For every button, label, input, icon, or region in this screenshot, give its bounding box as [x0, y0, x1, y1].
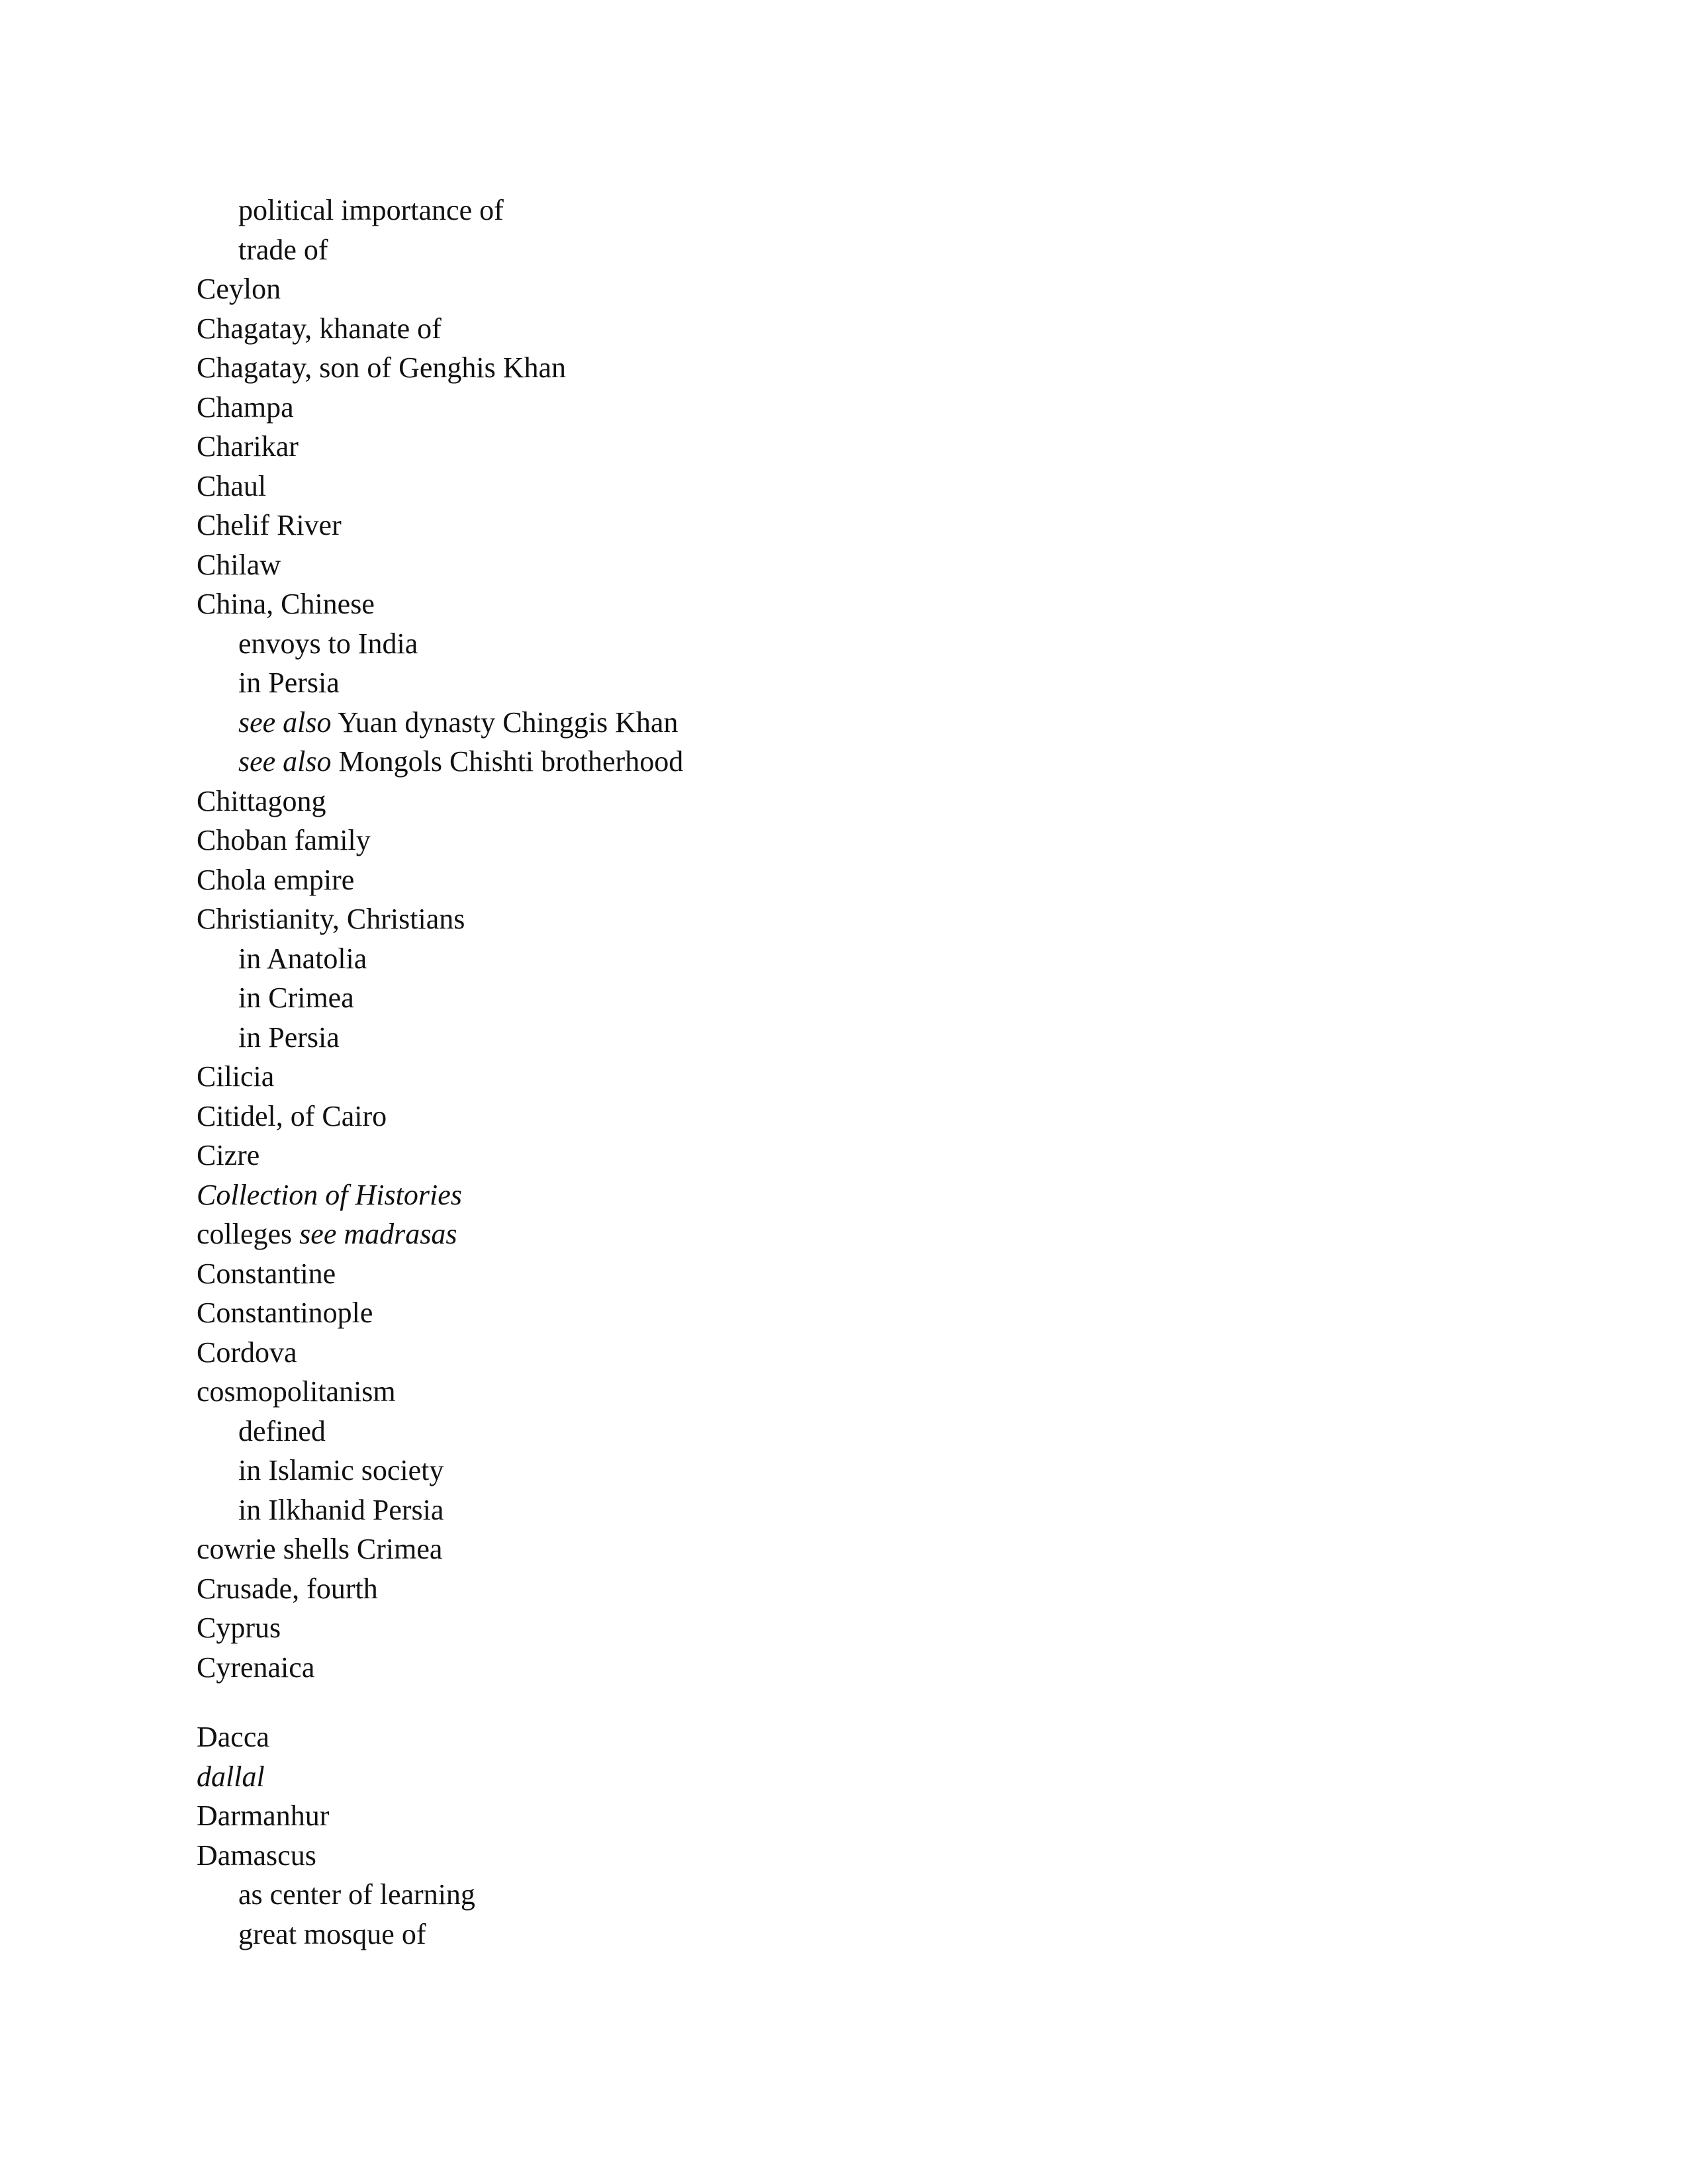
index-entry [197, 1214, 1521, 1254]
index-section-d [197, 1717, 1521, 1954]
index-entry [197, 1836, 1521, 1876]
index-entry [197, 899, 1521, 939]
index-entry [197, 506, 1521, 545]
index-entry [197, 1293, 1521, 1333]
entry-text: cowrie shells Crimea [197, 1533, 443, 1565]
entry-text: Cyrenaica [197, 1651, 315, 1684]
index-entry [197, 1057, 1521, 1097]
italic-text: Collection of Histories [197, 1178, 462, 1211]
entry-text: cosmopolitanism [197, 1375, 396, 1408]
index-entry [197, 1333, 1521, 1373]
index-entry [197, 821, 1521, 860]
italic-text: see also [238, 705, 332, 739]
index-subentry [197, 230, 1521, 270]
entry-text: Ceylon [197, 273, 281, 305]
entry-text: Cyprus [197, 1612, 281, 1644]
entry-text: in Crimea [238, 981, 354, 1014]
entry-text: in Islamic society [238, 1454, 444, 1486]
index-subentry [197, 1490, 1521, 1530]
entry-text: Yuan dynasty Chinggis Khan [331, 705, 679, 739]
entry-text: Citidel, of Cairo [197, 1099, 387, 1132]
entry-text: Chagatay, son of Genghis Khan [197, 351, 567, 384]
entry-text: Constantinople [197, 1297, 373, 1329]
index-entry [197, 1757, 1521, 1797]
entry-text: great mosque of [238, 1917, 426, 1950]
entry-text: trade of [238, 233, 328, 266]
index-subentry [197, 663, 1521, 703]
entry-text: Chelif River [197, 509, 342, 541]
index-subentry [197, 1875, 1521, 1915]
section-gap [197, 1687, 1521, 1717]
italic-text: see madrasas [299, 1218, 457, 1250]
index-entry [197, 584, 1521, 624]
index-entry [197, 1796, 1521, 1836]
entry-text: Crusade, fourth [197, 1572, 378, 1605]
index-subentry [197, 1018, 1521, 1058]
index-entry [197, 1136, 1521, 1175]
index-entry [197, 348, 1521, 388]
index-entry [197, 782, 1521, 821]
entry-text: Cordova [197, 1336, 297, 1369]
entry-text: Chagatay, khanate of [197, 312, 442, 345]
entry-text: China, Chinese [197, 588, 375, 620]
entry-text: Cilicia [197, 1060, 275, 1093]
italic-text: dallal [197, 1760, 265, 1793]
entry-text: Constantine [197, 1257, 336, 1290]
index-subentry [197, 1915, 1521, 1954]
index-entry [197, 1648, 1521, 1688]
entry-text: in Persia [238, 666, 340, 699]
italic-text: see also [238, 745, 332, 778]
entry-text: Dacca [197, 1721, 269, 1753]
index-entry [197, 388, 1521, 428]
index-entry [197, 1608, 1521, 1648]
entry-text: political importance of [238, 194, 504, 226]
index-subentry [197, 1412, 1521, 1451]
entry-text: Chola empire [197, 863, 355, 896]
index-subentry [197, 703, 1521, 743]
index-entry [197, 545, 1521, 585]
entry-text: in Anatolia [238, 942, 367, 975]
entry-text: envoys to India [238, 627, 418, 660]
entry-text: Cizre [197, 1139, 260, 1171]
index-entry [197, 269, 1521, 309]
index-subentry [197, 624, 1521, 664]
entry-text: Chittagong [197, 784, 326, 817]
entry-text: Champa [197, 390, 294, 424]
index-entry [197, 1254, 1521, 1294]
index-entry [197, 1717, 1521, 1757]
index-entry [197, 467, 1521, 506]
index-section-c [197, 191, 1521, 1687]
entry-text: Chilaw [197, 548, 281, 581]
entry-text: defined [238, 1414, 326, 1447]
entry-text: Darmanhur [197, 1799, 330, 1832]
entry-text: as center of learning [238, 1878, 475, 1911]
entry-text: Mongols Chishti brotherhood [331, 745, 684, 778]
index-entry [197, 860, 1521, 900]
entry-text: in Ilkhanid Persia [238, 1493, 444, 1526]
entry-text: in Persia [238, 1021, 340, 1054]
index-entry [197, 1529, 1521, 1569]
index-entry [197, 1372, 1521, 1412]
entry-text: colleges [197, 1218, 300, 1250]
entry-text: Charikar [197, 430, 299, 463]
index-entry [197, 427, 1521, 467]
index-subentry [197, 978, 1521, 1018]
index-subentry [197, 191, 1521, 230]
index-entry [197, 1175, 1521, 1215]
index-entry [197, 1569, 1521, 1609]
entry-text: Damascus [197, 1839, 316, 1872]
index-entry [197, 1097, 1521, 1136]
entry-text: Choban family [197, 824, 371, 856]
index-subentry [197, 1451, 1521, 1490]
index-entry [197, 309, 1521, 349]
entry-text: Chaul [197, 469, 267, 502]
index-subentry [197, 742, 1521, 782]
index-subentry [197, 939, 1521, 979]
index-page [197, 191, 1521, 1954]
entry-text: Christianity, Christians [197, 903, 465, 935]
